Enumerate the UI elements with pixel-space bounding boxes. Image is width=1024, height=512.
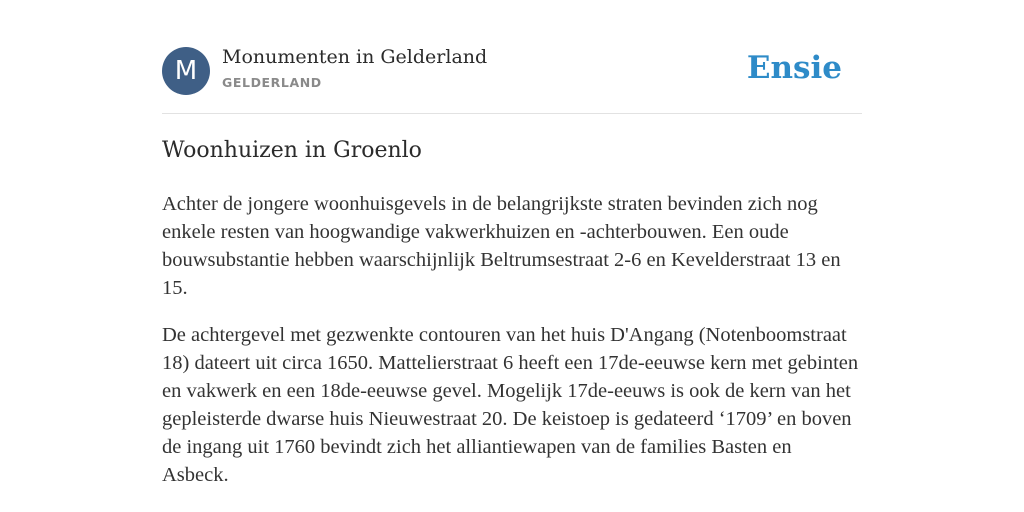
publication-title[interactable]: Monumenten in Gelderland	[222, 46, 488, 68]
article-title: Woonhuizen in Groenlo	[162, 138, 422, 163]
divider	[162, 113, 862, 114]
paragraph: Achter de jongere woonhuisgevels in de belangrijkste straten bevinden zich nog enkele resten van hoogwandige vakwerkhuizen en -achterbouwen. Een oude bouwsubstantie hebben waarschijnlijk Beltrumsestraat 2-6 en Kevelderstraat 13 en 15.	[162, 193, 841, 299]
header	[162, 46, 862, 96]
paragraph: De achtergevel met gezwenkte contouren van het huis D'Angang (Notenboomstraat 18) dateert uit circa 1650. Mattelierstraat 6 heeft een 17de-eeuwse kern met gebinten en vakwerk en een 18de-eeuwse gevel. Mogelijk 17de-eeuws is ook de kern van het gepleisterde dwarse huis Nieuwestraat 20. De keistoep is gedateerd ‘1709’ en boven de ingang uit 1760 bevindt zich het alliantiewapen van de families Basten en Asbeck.	[162, 324, 859, 486]
brand-logo[interactable]: Ensie	[746, 50, 842, 86]
article-body	[162, 190, 862, 508]
avatar[interactable]: M	[162, 47, 210, 95]
publication-subtitle: GELDERLAND	[222, 75, 322, 90]
